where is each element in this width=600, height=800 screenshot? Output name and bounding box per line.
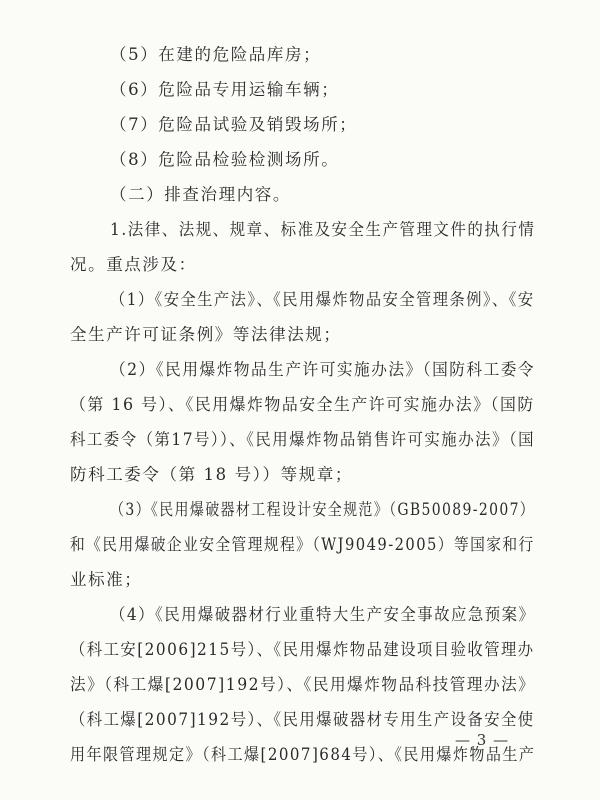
text-line: 防科工委令（第 18 号））等规章； — [70, 465, 354, 484]
text-line: 全生产许可证条例》等法律法规； — [70, 325, 342, 344]
text-line: 用年限管理规定》（科工爆[2007]684号）、《民用爆炸物品生产 — [70, 745, 536, 764]
text-line: （2）《民用爆炸物品生产许可实施办法》（国防科工委令 — [110, 360, 536, 379]
text-line: （8）危险品检验检测场所。 — [110, 150, 340, 169]
section-heading: （二）排查治理内容。 — [110, 185, 291, 204]
text-line: （7）危险品试验及销毁场所； — [110, 115, 358, 134]
text-line: （4）《民用爆破器材行业重特大生产安全事故应急预案》 — [110, 605, 536, 624]
text-line: （6）危险品专用运输车辆； — [110, 80, 340, 99]
text-line: （5）在建的危险品库房； — [110, 45, 322, 64]
text-line: （科工安[2006]215号）、《民用爆炸物品建设项目验收管理办 — [70, 640, 535, 659]
page-number: — 3 — — [455, 731, 510, 749]
text-line: （第 16 号）、《民用爆炸物品安全生产许可实施办法》（国防 — [70, 395, 535, 414]
text-line: 况。重点涉及： — [70, 255, 197, 274]
text-line: （1）《安全生产法》、《民用爆炸物品安全管理条例》、《安 — [110, 290, 535, 309]
text-line: （科工爆[2007]192号）、《民用爆破器材专用生产设备安全使 — [70, 710, 535, 729]
text-line: （3）《民用爆破器材工程设计安全规范》（GB50089-2007） — [110, 500, 536, 519]
text-line: 业标准； — [70, 570, 143, 589]
text-line: 法》（科工爆[2007]192号）、《民用爆炸物品科技管理办法》 — [70, 675, 536, 694]
text-line: 科工委令（第17号））、《民用爆炸物品销售许可实施办法》（国 — [70, 430, 535, 449]
text-line: 1.法律、法规、规章、标准及安全生产管理文件的执行情 — [110, 220, 536, 239]
text-line: 和《民用爆破企业安全管理规程》（WJ9049-2005）等国家和行 — [70, 535, 535, 554]
